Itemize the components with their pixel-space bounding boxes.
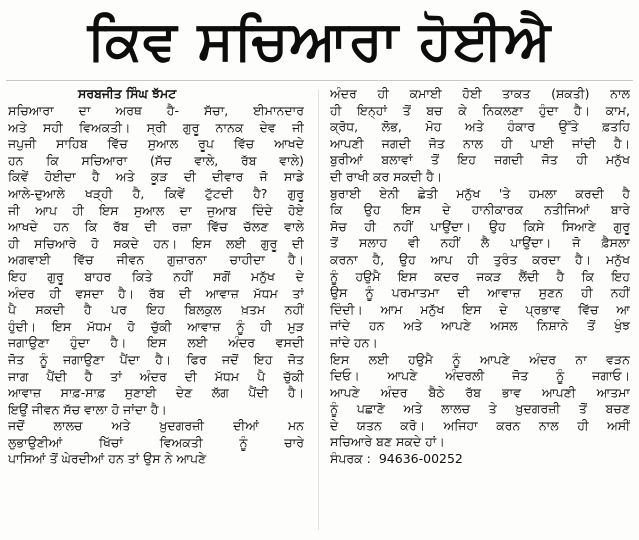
column-divider [318,90,319,530]
text-line: ਬੁਰਾਈ ਏਨੀ ਛੇਤੀ ਮਨੁੱਖ 'ਤੇ ਹਮਲਾ ਕਰਦੀ ਹੈ [330,185,630,201]
text-line: ਉਸ ਨੂੰ ਪਰਮਾਤਮਾ ਦੀ ਆਵਾਜ਼ ਸੁਣਨ ਹੀ ਨਹੀਂ [330,285,630,301]
text-line: ਜਦੋਂ ਲਾਲਚ ਅਤੇ ਖ਼ੁਦਗਰਜ਼ੀ ਦੀਆਂ ਮਨ [8,418,304,434]
text-line: ਆਪਣੀ ਜਗਦੀ ਜੋਤ ਨਾਲ ਹੀ ਪਾਈ ਜਾਂਦੀ ਹੈ। [330,135,630,151]
text-line: ਦੀ ਰਾਖੀ ਕਰ ਸਕਦੀ ਹੈ। [330,168,443,184]
text-line: ਨੂੰ ਹਉਮੈ ਇਸ ਕਦਰ ਜਕੜ ਲੈਂਦੀ ਹੈ ਕਿ ਇਹ [330,268,630,284]
headline: ਕਿਵ ਸਚਿਆਰਾ ਹੋਈਐ [87,9,552,72]
text-line: ਕ੍ਰੋਧ, ਲੋਭ, ਮੋਹ ਅਤੇ ਹੰਕਾਰ ਉੱਤੇ ਫ਼ਤਹਿ [330,119,630,135]
text-line: ਆਲੇ-ਦੁਆਲੇ ਖੜ੍ਹੀ ਹੈ, ਕਿਵੇਂ ਟੁੱਟਦੀ ਹੈ? ਗੁਰੂ [8,185,304,201]
text-line: ਦਿਓ। ਆਪਣੇ ਅੰਦਰਲੀ ਜੋਤ ਨੂੰ ਜਗਾਓ। [330,368,630,384]
text-line: ਦੇ ਯਤਨ ਕਰੋ। ਅਜਿਹਾ ਕਰਨ ਨਾਲ ਹੀ ਅਸੀਂ [330,417,630,433]
text-line: ਅੰਦਰ ਹੀ ਵਸਦਾ ਹੈ। ਰੱਬ ਦੀ ਆਵਾਜ਼ ਮੱਧਮ ਤਾਂ [8,285,304,301]
right-lines [330,86,630,451]
contact-line [330,451,630,468]
text-line: ਇਸ ਲਈ ਹਉਮੈ ਨੂੰ ਆਪਣੇ ਅੰਦਰ ਨਾ ਵੜਨ [330,351,630,367]
text-line: ਜਗਾਉਣਾ ਹੁੰਦਾ ਹੈ। ਇਸ ਲਈ ਅੰਦਰ ਵਸਦੀ [8,335,304,351]
text-line: ਅਤੇ ਸਹੀ ਵਿਅਕਤੀ। ਸ੍ਰੀ ਗੁਰੂ ਨਾਨਕ ਦੇਵ ਜੀ [8,119,304,135]
text-line: ਜੋਤ ਨੂੰ ਜਗਾਉਣਾ ਪੈਂਦਾ ਹੈ। ਫਿਰ ਜਦੋਂ ਇਹ ਜੋਤ [8,351,304,367]
text-line: ਕਰਨਾ ਹੈ, ਉਹ ਆਪ ਹੀ ਤੁਰੰਤ ਕਰਦਾ ਹੈ। ਮਨੁੱਖ [330,251,630,267]
text-line: ਹੀ ਇਨ੍ਹਾਂ ਤੋਂ ਬਚ ਕੇ ਨਿਕਲਣਾ ਹੁੰਦਾ ਹੈ। ਕਾਮ, [330,102,630,118]
text-line: ਸਚਿਆਰਾ ਦਾ ਅਰਥ ਹੈ- ਸੱਚਾ, ਈਮਾਨਦਾਰ [8,103,304,118]
text-line: ਲੁਭਾਉਣੀਆਂ ਖਿੱਚਾਂ ਵਿਅਕਤੀ ਨੂੰ ਚਾਰੇ [8,434,304,450]
left-lines [8,103,304,468]
left-column [8,86,304,534]
text-line: ਕਿਵੇਂ ਹੋਈਦਾ ਹੈ ਅਤੇ ਕੂੜ ਦੀ ਦੀਵਾਰ ਜੋ ਸਾਡੇ [8,169,304,185]
text-line: ਕਿ ਉਹ ਇਸ ਦੇ ਹਾਨੀਕਾਰਕ ਨਤੀਜਿਆਂ ਬਾਰੇ [330,202,630,218]
text-line: ਇਉਂ ਜੀਵਨ ਸੱਚ ਵਾਲਾ ਹੋ ਜਾਂਦਾ ਹੈ। [8,401,167,417]
text-line: ਪਾਸਿਆਂ ਤੋਂ ਘੇਰਦੀਆਂ ਹਨ ਤਾਂ ਉਸ ਨੇ ਆਪਣੇ [8,451,207,467]
contact-label: ਸੰਪਰਕ : [330,451,371,467]
text-line: ਜੀ ਆਪ ਹੀ ਇਸ ਸੁਆਲ ਦਾ ਜੁਆਬ ਦਿੰਦੇ ਹੋਏ [8,202,304,218]
text-line: ਪੈ ਸਕਦੀ ਹੈ ਪਰ ਇਹ ਬਿਲਕੁਲ ਖ਼ਤਮ ਨਹੀਂ [8,302,304,318]
text-line: ਜਾਂਦੇ ਹਨ ਅਤੇ ਆਪਣੇ ਅਸਲ ਨਿਸ਼ਾਨੇ ਤੋਂ ਖੁੰਝ [330,318,630,334]
text-line: ਆਵਾਜ਼ ਸਾਫ਼-ਸਾਫ਼ ਸੁਣਾਈ ਦੇਣ ਲੱਗ ਪੈਂਦੀ ਹੈ। [8,385,304,401]
text-line: ਤੋਂ ਸਲਾਹ ਵੀ ਨਹੀਂ ਲੈ ਪਾਉਂਦਾ। ਜੋ ਫ਼ੈਸਲਾ [330,235,630,251]
text-line: ਹੀ ਸਚਿਆਰੇ ਹੋ ਸਕਦੇ ਹਨ। ਇਸ ਲਈ ਗੁਰੂ ਦੀ [8,235,304,251]
text-line: ਆਪਣੇ ਅੰਦਰ ਬੈਠੇ ਰੱਬ ਭਾਵ ਆਪਣੀ ਆਤਮਾ [330,384,630,400]
text-line: ਇਹ ਗੁਰੂ ਬਾਹਰ ਕਿਤੇ ਨਹੀਂ ਸਗੋਂ ਮਨੁੱਖ ਦੇ [8,268,304,284]
contact-phone: 94636-00252 [378,451,463,467]
headline-rule [6,80,633,81]
text-line: ਨੂੰ ਪਛਾਣੋ ਅਤੇ ਲਾਲਚ ਤੇ ਖ਼ੁਦਗਰਜ਼ੀ ਤੋਂ ਬਚਣ [330,401,630,417]
text-line: ਜਪੁਜੀ ਸਾਹਿਬ ਵਿੱਚ ਸੁਆਲ ਰੂਪ ਵਿੱਚ ਆਖਦੇ [8,136,304,152]
text-line: ਹੁੰਦੀ। ਇਸ ਮੱਧਮ ਹੋ ਚੁੱਕੀ ਆਵਾਜ਼ ਨੂੰ ਹੀ ਮੁੜ [8,318,304,334]
text-line: ਆਖਦੇ ਹਨ ਕਿ ਰੱਬ ਦੀ ਰਜ਼ਾ ਵਿੱਚ ਚੱਲਣ ਵਾਲੇ [8,219,304,235]
text-line: ਦਿੰਦੀ। ਆਮ ਮਨੁੱਖ ਇਸ ਦੇ ਪ੍ਰਭਾਵ ਵਿੱਚ ਆ [330,301,630,317]
text-line: ਅਗਵਾਈ ਵਿੱਚ ਜੀਵਨ ਗੁਜ਼ਾਰਨਾ ਚਾਹੀਦਾ ਹੈ। [8,252,304,268]
text-line: ਅੰਦਰ ਹੀ ਕਮਾਈ ਹੋਈ ਤਾਕਤ (ਸ਼ਕਤੀ) ਨਾਲ [330,86,630,101]
byline: ਸਰਬਜੀਤ ਸਿੰਘ ਝੱਮਟ [78,86,177,101]
text-line: ਹਨ ਕਿ ਸਚਿਆਰਾ (ਸੱਚ ਵਾਲੇ, ਰੱਬ ਵਾਲੇ) [8,152,304,168]
text-line: ਸੋਚ ਹੀ ਨਹੀਂ ਪਾਉਂਦਾ। ਉਹ ਕਿਸੇ ਸਿਆਣੇ ਗੁਰੂ [330,218,630,234]
text-line: ਜਾਂਦੇ ਹਨ। [330,334,378,350]
text-line: ਬੁਰੀਆਂ ਬਲਾਵਾਂ ਤੋਂ ਇਹ ਜਗਦੀ ਜੋਤ ਹੀ ਮਨੁੱਖ [330,152,630,168]
text-line: ਸਚਿਆਰੇ ਬਣ ਸਕਦੇ ਹਾਂ। [330,434,445,450]
text-line: ਜਾਗ ਪੈਂਦੀ ਹੈ ਤਾਂ ਅੰਦਰ ਦੀ ਮੱਧਮ ਪੈ ਚੁੱਕੀ [8,368,304,384]
right-column [330,86,630,534]
